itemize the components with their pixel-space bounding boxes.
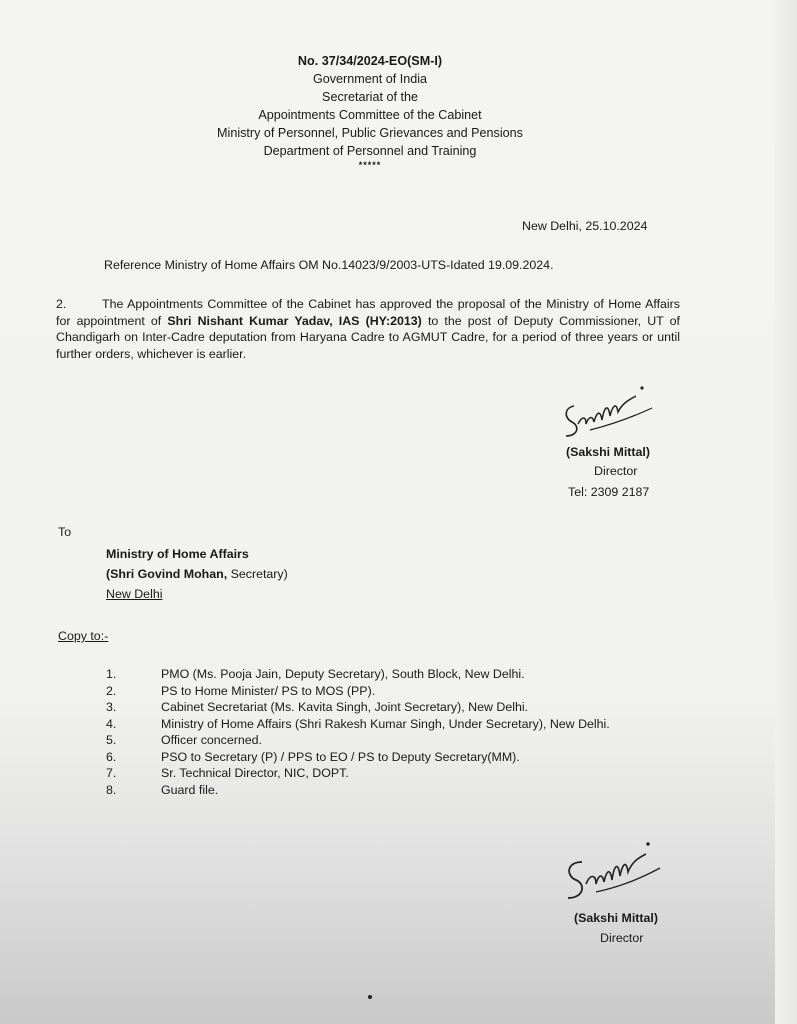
signatory-2-name: (Sakshi Mittal) <box>574 911 658 925</box>
signatory-1-tel: Tel: 2309 2187 <box>568 485 650 499</box>
to-org: Ministry of Home Affairs <box>106 547 249 561</box>
header-line-5: Department of Personnel and Training <box>263 144 477 158</box>
copy-item-text: PSO to Secretary (P) / PPS to EO / PS to Deputy Secretary(MM). <box>161 749 520 764</box>
signatory-2-designation: Director <box>600 931 644 945</box>
date-line: New Delhi, 25.10.2024 <box>522 219 648 233</box>
header-line-1: Government of India <box>312 72 428 86</box>
letterhead <box>0 52 740 170</box>
signature-1-image <box>556 378 666 448</box>
copy-item-text: Guard file. <box>161 782 219 797</box>
list-item <box>106 666 696 683</box>
copy-item-text: Sr. Technical Director, NIC, DOPT. <box>161 766 349 780</box>
para-text-before: The Appointments Committee of the Cabinet has approved the proposal of the Ministry of Home Affairs for appointment of <box>56 297 680 328</box>
copy-item-number: 4. <box>106 716 117 731</box>
header-line-3: Appointments Committee of the Cabinet <box>258 108 482 122</box>
copy-item-number: 8. <box>106 782 117 797</box>
copy-item-number: 2. <box>106 683 117 698</box>
list-item <box>106 782 696 799</box>
to-person-name: (Shri Govind Mohan, <box>106 567 228 581</box>
copy-item-text: Officer concerned. <box>161 733 263 747</box>
copy-item-number: 7. <box>106 766 117 780</box>
signature-2-image <box>560 832 670 912</box>
list-item <box>106 732 696 749</box>
para-text-after: to the post of Deputy Commissioner, UT of Chandigarh on Inter-Cadre deputation from Haryana Cadre to AGMUT Cadre, for a period of three years or until further orders, whichever is earlier. <box>56 313 680 361</box>
copy-item-number: 6. <box>106 749 117 764</box>
scan-mark <box>368 995 372 999</box>
to-person <box>106 566 288 582</box>
list-item <box>106 749 696 766</box>
to-label: To <box>58 525 72 539</box>
copy-item-number: 5. <box>106 733 117 747</box>
reference-line: Reference Ministry of Home Affairs OM No.14023/9/2003-UTS-Idated 19.09.2024. <box>104 258 554 272</box>
list-item <box>106 765 696 782</box>
copy-item-number: 1. <box>106 667 117 681</box>
officer-name: Shri Nishant Kumar Yadav, IAS (HY:2013) <box>167 313 422 328</box>
order-number: No. 37/34/2024-EO(SM-I) <box>297 54 443 68</box>
signatory-1-name: (Sakshi Mittal) <box>566 445 650 459</box>
copy-item-text: PS to Home Minister/ PS to MOS (PP). <box>161 683 376 698</box>
header-stars: ***** <box>358 160 382 170</box>
to-person-title: Secretary) <box>227 567 288 581</box>
list-item <box>106 699 696 716</box>
page-edge <box>775 0 797 1024</box>
copy-item-text: PMO (Ms. Pooja Jain, Deputy Secretary), South Block, New Delhi. <box>161 667 525 681</box>
copy-to-list <box>106 666 696 798</box>
copy-item-number: 3. <box>106 700 117 714</box>
list-item <box>106 716 696 733</box>
approval-paragraph <box>56 296 680 362</box>
to-city: New Delhi <box>106 587 163 601</box>
list-item <box>106 683 696 700</box>
copy-item-text: Cabinet Secretariat (Ms. Kavita Singh, Joint Secretary), New Delhi. <box>161 700 529 714</box>
header-line-4: Ministry of Personnel, Public Grievances and Pensions <box>217 126 523 140</box>
copy-to-label: Copy to:- <box>58 629 109 643</box>
signatory-1-designation: Director <box>594 464 638 478</box>
header-line-2: Secretariat of the <box>322 90 418 104</box>
para-number: 2. <box>56 297 67 311</box>
copy-item-text: Ministry of Home Affairs (Shri Rakesh Kumar Singh, Under Secretary), New Delhi. <box>161 716 610 731</box>
